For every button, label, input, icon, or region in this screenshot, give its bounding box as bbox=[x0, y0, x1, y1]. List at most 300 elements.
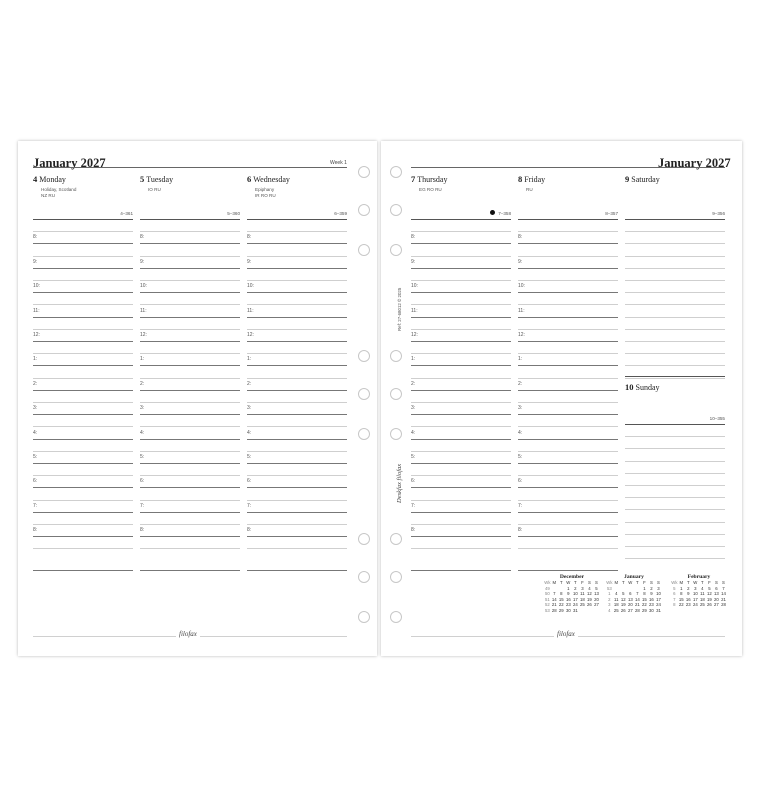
ring-hole bbox=[358, 166, 370, 178]
ring-hole bbox=[390, 611, 402, 623]
date-cell: 7 bbox=[636, 591, 639, 596]
note-row bbox=[625, 485, 725, 486]
date-cell: 27 bbox=[714, 602, 719, 607]
ring-hole bbox=[358, 533, 370, 545]
ring-hole bbox=[358, 388, 370, 400]
hour-label: 8: bbox=[247, 234, 252, 241]
mini-calendar-grid bbox=[606, 580, 662, 613]
hour-row bbox=[247, 414, 347, 415]
hour-label: 11: bbox=[518, 307, 525, 314]
note-row bbox=[625, 436, 725, 437]
hour-label: 9: bbox=[247, 258, 252, 265]
day-header bbox=[247, 169, 347, 198]
hour-label: 9: bbox=[411, 258, 416, 265]
day-header bbox=[518, 169, 618, 193]
note-row bbox=[625, 231, 725, 232]
mini-calendar bbox=[606, 574, 662, 613]
day-rule bbox=[411, 219, 511, 220]
date-cell: 11 bbox=[580, 591, 585, 596]
date-cell: 22 bbox=[558, 602, 564, 607]
mini-calendar-week bbox=[606, 602, 662, 608]
hour-row bbox=[411, 487, 511, 488]
hour-label: 2: bbox=[33, 380, 38, 387]
ring-hole bbox=[358, 611, 370, 623]
hour-row bbox=[518, 390, 618, 391]
day-number: 9 bbox=[625, 174, 630, 184]
week-number: 1 bbox=[608, 591, 611, 596]
weekday-label: F bbox=[643, 580, 646, 585]
ring-hole bbox=[390, 204, 402, 216]
date-cell: 29 bbox=[558, 607, 564, 613]
half-row bbox=[411, 304, 511, 305]
hour-label: 5: bbox=[411, 454, 416, 460]
hour-label: 12: bbox=[247, 332, 254, 338]
hour-label: 1: bbox=[411, 356, 416, 363]
half-row bbox=[140, 402, 240, 403]
end-row bbox=[33, 570, 133, 571]
hour-row bbox=[33, 439, 133, 440]
half-row bbox=[518, 402, 618, 403]
week-number: 8 bbox=[673, 602, 676, 607]
day-note: NZ RU bbox=[41, 192, 56, 198]
hour-label: 7: bbox=[247, 502, 252, 509]
date-cell: 14 bbox=[634, 596, 640, 602]
half-row bbox=[411, 402, 511, 403]
mini-calendar-grid bbox=[544, 580, 600, 613]
half-row bbox=[247, 475, 347, 476]
note-row bbox=[625, 329, 725, 330]
date-cell: 21 bbox=[634, 602, 640, 607]
hour-label: 12: bbox=[518, 332, 525, 338]
brand-logo: filofax bbox=[554, 630, 578, 638]
day-name: Friday bbox=[524, 175, 546, 184]
note-row bbox=[625, 280, 725, 281]
half-row bbox=[247, 304, 347, 305]
date-cell: 5 bbox=[622, 591, 625, 596]
date-cell: 31 bbox=[656, 607, 661, 613]
hour-row bbox=[33, 317, 133, 318]
date-cell: 24 bbox=[692, 602, 698, 607]
day-of-year: 10–355 bbox=[709, 416, 725, 421]
date-cell: 10 bbox=[572, 591, 578, 596]
date-cell: 20 bbox=[627, 602, 633, 607]
ring-hole bbox=[358, 571, 370, 583]
half-row bbox=[247, 524, 347, 525]
date-cell: 3 bbox=[581, 585, 584, 591]
hour-label: 8: bbox=[247, 527, 252, 534]
weekday-label: T bbox=[636, 580, 639, 585]
date-cell: 1 bbox=[567, 585, 570, 591]
weekday-label: F bbox=[581, 580, 584, 585]
week-number: 51 bbox=[544, 596, 550, 602]
date-cell: 15 bbox=[558, 596, 564, 602]
reference-text: Ref: 27-68012 © 2025 bbox=[397, 287, 402, 331]
weekday-label: W bbox=[566, 580, 571, 585]
side-brand-text: Deskfax filofax bbox=[396, 463, 403, 503]
date-cell: 19 bbox=[707, 596, 712, 602]
hour-label: 7: bbox=[518, 502, 523, 509]
day-header bbox=[140, 169, 240, 193]
date-cell: 2 bbox=[687, 585, 690, 591]
weekday-label: M bbox=[679, 580, 684, 585]
day-note: IO RU bbox=[148, 187, 161, 192]
weekday-label: S bbox=[714, 580, 718, 585]
day-rule bbox=[247, 219, 347, 220]
date-cell: 1 bbox=[680, 585, 683, 591]
weekday-label: T bbox=[686, 580, 690, 585]
hour-label: 12: bbox=[33, 332, 40, 338]
date-cell: 14 bbox=[551, 596, 557, 602]
hour-row bbox=[247, 365, 347, 366]
day-rule bbox=[625, 219, 725, 220]
mini-calendar-title: December bbox=[559, 574, 585, 580]
half-row bbox=[33, 402, 133, 403]
right-page bbox=[381, 141, 742, 656]
hour-row bbox=[411, 390, 511, 391]
hour-row bbox=[140, 317, 240, 318]
date-cell: 18 bbox=[613, 602, 619, 607]
half-row bbox=[140, 231, 240, 232]
hour-row bbox=[140, 414, 240, 415]
hour-row bbox=[140, 439, 240, 440]
hour-label: 6: bbox=[247, 478, 252, 485]
weekday-label: W bbox=[693, 580, 698, 585]
hour-row bbox=[411, 463, 511, 464]
hour-row bbox=[33, 512, 133, 513]
half-row bbox=[33, 256, 133, 257]
hour-row bbox=[518, 317, 618, 318]
half-row bbox=[247, 378, 347, 379]
hour-label: 10: bbox=[247, 283, 254, 290]
half-row bbox=[518, 353, 618, 354]
day-note: Epiphany bbox=[255, 187, 275, 192]
hour-row bbox=[247, 292, 347, 293]
note-row bbox=[625, 522, 725, 523]
note-row bbox=[625, 546, 725, 547]
hour-label: 4: bbox=[140, 429, 145, 436]
hour-label: 8: bbox=[518, 527, 523, 534]
date-cell: 2 bbox=[650, 585, 653, 591]
day-name: Sunday bbox=[635, 383, 660, 392]
end-row bbox=[411, 570, 511, 571]
end-row bbox=[518, 570, 618, 571]
date-cell: 17 bbox=[656, 596, 661, 602]
hour-row bbox=[518, 341, 618, 342]
half-row bbox=[411, 451, 511, 452]
week-number: 7 bbox=[673, 596, 676, 602]
half-row bbox=[33, 231, 133, 232]
mini-calendar-title: January bbox=[624, 574, 644, 580]
half-row bbox=[247, 280, 347, 281]
date-cell: 4 bbox=[588, 585, 591, 591]
date-cell: 24 bbox=[572, 602, 578, 607]
note-row bbox=[625, 353, 725, 354]
date-cell: 20 bbox=[714, 596, 719, 602]
half-row bbox=[140, 280, 240, 281]
end-row bbox=[140, 570, 240, 571]
note-row bbox=[625, 448, 725, 449]
day-note: EG RO RU bbox=[419, 187, 442, 192]
date-cell: 16 bbox=[565, 596, 571, 602]
ring-hole bbox=[390, 244, 402, 256]
hour-label: 4: bbox=[518, 429, 523, 436]
extra-row bbox=[518, 548, 618, 549]
hour-label: 10: bbox=[140, 283, 147, 290]
date-cell: 6 bbox=[715, 585, 718, 591]
date-cell: 17 bbox=[572, 596, 578, 602]
date-cell: 16 bbox=[685, 596, 691, 602]
hour-label: 8: bbox=[140, 527, 145, 534]
weekday-label: T bbox=[574, 580, 577, 585]
date-cell: 17 bbox=[692, 596, 698, 602]
hour-row bbox=[518, 439, 618, 440]
half-row bbox=[518, 280, 618, 281]
hour-label: 3: bbox=[33, 405, 38, 412]
hour-label: 9: bbox=[140, 258, 145, 265]
week-number: 53 bbox=[606, 585, 612, 591]
weekday-label: S bbox=[657, 580, 660, 585]
day-number: 7 bbox=[411, 174, 416, 184]
weekday-label: S bbox=[722, 580, 725, 585]
hour-row bbox=[33, 536, 133, 537]
day-note: IR RO RU bbox=[255, 192, 276, 198]
note-row bbox=[625, 268, 725, 269]
day-number: 10 bbox=[625, 382, 634, 392]
half-row bbox=[411, 475, 511, 476]
hour-row bbox=[411, 365, 511, 366]
half-row bbox=[247, 353, 347, 354]
half-row bbox=[518, 426, 618, 427]
mini-calendar-title: February bbox=[687, 574, 711, 580]
hour-label: 1: bbox=[33, 356, 38, 363]
mini-calendar-week bbox=[671, 602, 727, 608]
hour-row bbox=[411, 292, 511, 293]
half-row bbox=[247, 426, 347, 427]
day-name: Monday bbox=[39, 175, 66, 184]
ring-hole bbox=[390, 428, 402, 440]
half-row bbox=[518, 451, 618, 452]
date-cell bbox=[586, 608, 593, 614]
hour-label: 3: bbox=[140, 405, 145, 412]
date-cell: 22 bbox=[642, 602, 647, 607]
hour-label: 6: bbox=[518, 478, 523, 485]
half-row bbox=[33, 451, 133, 452]
date-cell: 9 bbox=[650, 591, 653, 596]
hour-row bbox=[33, 414, 133, 415]
half-row bbox=[33, 329, 133, 330]
half-row bbox=[33, 280, 133, 281]
date-cell: 18 bbox=[580, 596, 585, 602]
half-row bbox=[411, 280, 511, 281]
hour-label: 3: bbox=[247, 405, 252, 412]
half-row bbox=[411, 256, 511, 257]
hour-row bbox=[247, 268, 347, 269]
date-cell: 11 bbox=[700, 591, 705, 596]
hour-label: 1: bbox=[518, 356, 523, 363]
week-number: 4 bbox=[608, 607, 611, 613]
hour-row bbox=[518, 268, 618, 269]
week-number: 6 bbox=[673, 591, 676, 596]
date-cell: 25 bbox=[613, 607, 619, 613]
week-number: 52 bbox=[544, 602, 550, 607]
left-page bbox=[18, 141, 377, 656]
hour-row bbox=[411, 341, 511, 342]
half-row bbox=[247, 256, 347, 257]
hour-label: 7: bbox=[411, 502, 416, 509]
date-cell: 28 bbox=[721, 602, 726, 607]
hour-label: 5: bbox=[518, 454, 523, 460]
day-header bbox=[33, 169, 133, 198]
hour-row bbox=[518, 243, 618, 244]
day-number: 6 bbox=[247, 174, 252, 184]
weekday-label: S bbox=[595, 580, 598, 585]
hour-label: 10: bbox=[33, 283, 40, 290]
date-cell: 21 bbox=[721, 596, 726, 602]
hour-label: 8: bbox=[33, 234, 38, 241]
note-row bbox=[625, 341, 725, 342]
half-row bbox=[140, 353, 240, 354]
half-row bbox=[140, 329, 240, 330]
ring-hole bbox=[358, 204, 370, 216]
hour-label: 5: bbox=[33, 454, 38, 460]
day-of-year: 6–359 bbox=[334, 211, 347, 216]
date-cell: 26 bbox=[587, 602, 592, 607]
day-of-year: 8–357 bbox=[605, 211, 618, 216]
date-cell: 13 bbox=[594, 591, 599, 596]
week-number: 5 bbox=[673, 585, 676, 591]
weekday-label: Wk bbox=[544, 580, 551, 585]
hour-label: 8: bbox=[140, 234, 145, 241]
half-row bbox=[140, 451, 240, 452]
date-cell: 3 bbox=[657, 585, 660, 591]
half-row bbox=[518, 256, 618, 257]
week-number: 50 bbox=[544, 591, 550, 596]
date-cell: 13 bbox=[714, 591, 719, 596]
half-row bbox=[411, 353, 511, 354]
extra-row bbox=[33, 548, 133, 549]
half-row bbox=[518, 475, 618, 476]
half-row bbox=[140, 304, 240, 305]
day-of-year: 9–356 bbox=[712, 211, 725, 216]
weekday-label: W bbox=[628, 580, 633, 585]
hour-row bbox=[247, 536, 347, 537]
weekday-label: T bbox=[701, 580, 704, 585]
date-cell: 19 bbox=[587, 596, 592, 602]
end-row bbox=[247, 570, 347, 571]
half-row bbox=[518, 500, 618, 501]
half-row bbox=[33, 353, 133, 354]
ring-hole bbox=[390, 166, 402, 178]
date-cell: 15 bbox=[678, 596, 684, 602]
half-row bbox=[411, 329, 511, 330]
side-brand-logo bbox=[396, 464, 403, 503]
weekday-label: Wk bbox=[671, 580, 678, 585]
hour-label: 2: bbox=[140, 380, 145, 387]
hour-label: 11: bbox=[247, 307, 254, 314]
hour-label: 5: bbox=[140, 454, 145, 460]
hour-label: 11: bbox=[411, 307, 418, 314]
hour-row bbox=[247, 243, 347, 244]
day-header bbox=[411, 169, 511, 193]
note-row bbox=[625, 304, 725, 305]
hour-label: 11: bbox=[33, 307, 40, 314]
half-row bbox=[518, 231, 618, 232]
hour-row bbox=[247, 512, 347, 513]
hour-row bbox=[247, 487, 347, 488]
date-cell: 18 bbox=[699, 596, 705, 602]
date-cell: 8 bbox=[560, 591, 563, 596]
half-row bbox=[411, 231, 511, 232]
date-cell: 27 bbox=[627, 607, 633, 613]
hour-label: 1: bbox=[247, 356, 252, 363]
weekday-label: S bbox=[649, 580, 653, 585]
day-header bbox=[625, 169, 725, 187]
day-name: Thursday bbox=[417, 175, 448, 184]
mini-calendar-week bbox=[544, 591, 600, 597]
date-cell: 26 bbox=[707, 602, 712, 607]
new-moon-icon bbox=[490, 210, 495, 215]
hour-row bbox=[411, 243, 511, 244]
brand-logo: filofax bbox=[176, 630, 200, 638]
date-cell: 19 bbox=[620, 602, 626, 607]
day-note: Holiday, Scotland bbox=[41, 187, 77, 192]
hour-row bbox=[33, 243, 133, 244]
mini-calendar-grid bbox=[671, 580, 727, 608]
date-cell: 22 bbox=[678, 602, 684, 607]
day-number: 5 bbox=[140, 174, 145, 184]
hour-label: 6: bbox=[140, 478, 145, 485]
half-row bbox=[33, 378, 133, 379]
day-of-year: 4–361 bbox=[120, 211, 133, 216]
hour-row bbox=[140, 463, 240, 464]
extra-row bbox=[411, 548, 511, 549]
hour-label: 7: bbox=[140, 502, 145, 509]
hour-row bbox=[247, 317, 347, 318]
date-cell: 28 bbox=[551, 607, 557, 613]
hour-label: 3: bbox=[518, 405, 523, 412]
note-row bbox=[625, 534, 725, 535]
week-number: 3 bbox=[608, 602, 611, 607]
week-number: 2 bbox=[608, 596, 611, 602]
ring-hole bbox=[358, 428, 370, 440]
date-cell: 21 bbox=[551, 602, 557, 607]
note-row bbox=[625, 256, 725, 257]
half-row bbox=[33, 304, 133, 305]
date-cell: 20 bbox=[594, 596, 599, 602]
date-cell: 28 bbox=[634, 607, 640, 613]
hour-row bbox=[247, 463, 347, 464]
hour-row bbox=[33, 268, 133, 269]
extra-row bbox=[247, 548, 347, 549]
note-row bbox=[625, 509, 725, 510]
half-row bbox=[411, 500, 511, 501]
date-cell: 13 bbox=[627, 596, 633, 602]
date-cell: 9 bbox=[567, 591, 570, 596]
hour-row bbox=[140, 487, 240, 488]
half-row bbox=[33, 500, 133, 501]
hour-label: 10: bbox=[518, 283, 525, 290]
date-cell: 25 bbox=[699, 602, 705, 607]
date-cell: 23 bbox=[685, 602, 691, 607]
date-cell: 24 bbox=[656, 602, 661, 607]
half-row bbox=[140, 426, 240, 427]
weekday-label: M bbox=[614, 580, 619, 585]
hour-label: 10: bbox=[411, 283, 418, 290]
date-cell: 12 bbox=[620, 596, 626, 602]
hour-label: 2: bbox=[411, 380, 416, 387]
mini-calendar bbox=[671, 574, 727, 608]
mini-calendar bbox=[544, 574, 600, 613]
